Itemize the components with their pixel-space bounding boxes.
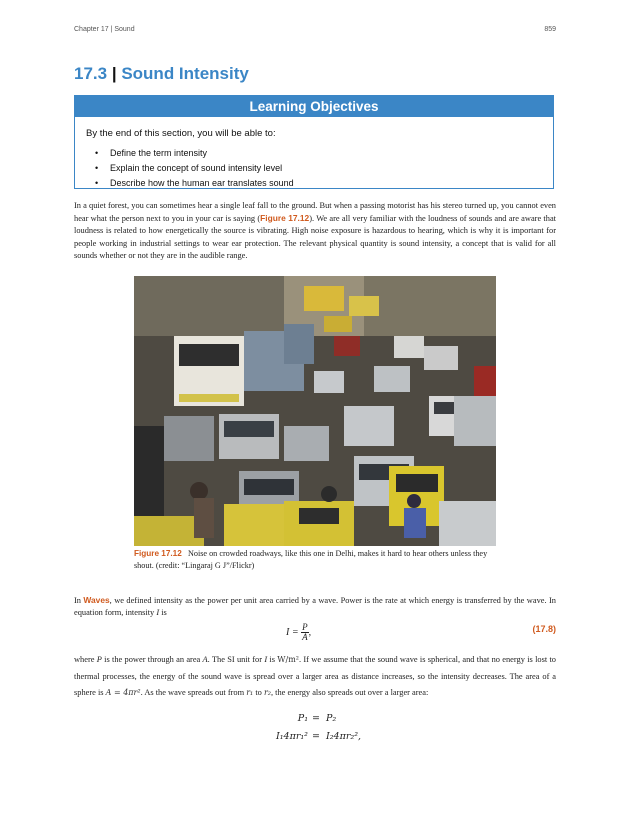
sphere-area-formula: A = 4πr² xyxy=(105,688,141,697)
learning-objectives-heading: Learning Objectives xyxy=(75,96,553,117)
figure-link[interactable]: Figure 17.12 xyxy=(260,213,310,224)
page-number: 859 xyxy=(544,26,556,33)
paragraph-text: ). We are all very familiar with the loudness of sounds and are aware that loudness is related to how energetically the source is vibrating. High noise exposure is hazardous to hearing, which is why it is important for people working in industrial settings to wear ear protection. The relevant physical quantity is sound intensity, a concept that is valid for all sounds whether or not they are in the audible range. xyxy=(74,214,556,260)
math-variable: r₁ xyxy=(246,688,254,697)
math-variable: P xyxy=(96,655,102,664)
math-variable: A xyxy=(202,655,208,664)
equation-number: (17.8) xyxy=(532,624,556,634)
caption-text: Noise on crowded roadways, like this one in Delhi, makes it hard to hear others unless they shout. (credit: “Lingaraj G J”/Flickr) xyxy=(134,549,488,570)
waves-link[interactable]: Waves xyxy=(83,595,110,605)
paragraph-text: . If we assume that the sound wave is spherical, and that no energy is lost to thermal processes, the energy of the sound wave is spread over a larger area as distance increases, so the intensity decreases. The area of a sphere is xyxy=(74,655,556,697)
objective-item: • Explain the concept of sound intensity level xyxy=(95,161,294,176)
paragraph-text: is xyxy=(267,655,278,664)
math-variable: I xyxy=(264,655,268,664)
traffic-photo xyxy=(134,276,496,546)
paragraph-text: is the power through an area xyxy=(101,655,203,664)
fraction-denominator: A xyxy=(302,632,308,642)
equation-lhs: I₁4πr₁² xyxy=(275,731,308,742)
intensity-definition-paragraph xyxy=(74,594,556,619)
equation-rhs: P₂ xyxy=(326,713,337,724)
section-number: 17.3 xyxy=(74,64,108,83)
spherical-wave-paragraph xyxy=(74,652,556,702)
intro-paragraph xyxy=(74,200,556,262)
paragraph-text: where xyxy=(74,655,97,664)
fraction-numerator: P xyxy=(302,622,308,632)
equation-relation: = xyxy=(312,731,320,742)
figure-caption xyxy=(134,548,496,572)
objective-item: • Describe how the human ear translates sound xyxy=(95,176,294,191)
figure-label: Figure 17.12 xyxy=(134,549,182,558)
section-name: Sound Intensity xyxy=(121,64,249,83)
section-title xyxy=(74,64,249,84)
equation-lhs: I = xyxy=(286,626,299,638)
equation-punct: , xyxy=(308,626,312,638)
objective-item: • Define the term intensity xyxy=(95,146,294,161)
fraction xyxy=(301,623,309,642)
running-header-chapter: Chapter 17 | Sound xyxy=(74,26,135,33)
learning-objectives-box xyxy=(74,95,554,189)
paragraph-text: . As the wave spreads out from xyxy=(140,688,247,697)
learning-objectives-intro: By the end of this section, you will be able to: xyxy=(86,128,276,139)
equation-relation: = xyxy=(312,713,320,724)
paragraph-text: In a quiet forest, you can sometimes hear a single leaf fall to the ground. But when a passing motorist has his stereo turned up, you cannot even hear what the person next to you in your car is saying ( xyxy=(74,201,556,224)
math-variable: I xyxy=(156,608,160,618)
section-separator: | xyxy=(111,64,117,83)
learning-objectives-list xyxy=(95,146,294,191)
paragraph-text: . The SI unit for xyxy=(207,655,265,664)
paragraph-text: , the energy also spreads out over a larger area: xyxy=(270,688,429,697)
intensity-equation xyxy=(286,623,311,642)
equation-lhs: P₁ xyxy=(297,713,308,724)
paragraph-text: , we defined intensity as the power per unit area carried by a wave. Power is the rate at which energy is transferred by the wave. In equation form, intensity xyxy=(74,596,556,618)
equation-rhs: I₂4πr₂², xyxy=(326,731,362,742)
paragraph-text: In xyxy=(74,596,84,605)
math-variable: r₂ xyxy=(263,688,271,697)
paragraph-text: to xyxy=(253,688,264,697)
si-unit: W/m² xyxy=(277,655,300,664)
paragraph-text: is xyxy=(159,608,167,618)
